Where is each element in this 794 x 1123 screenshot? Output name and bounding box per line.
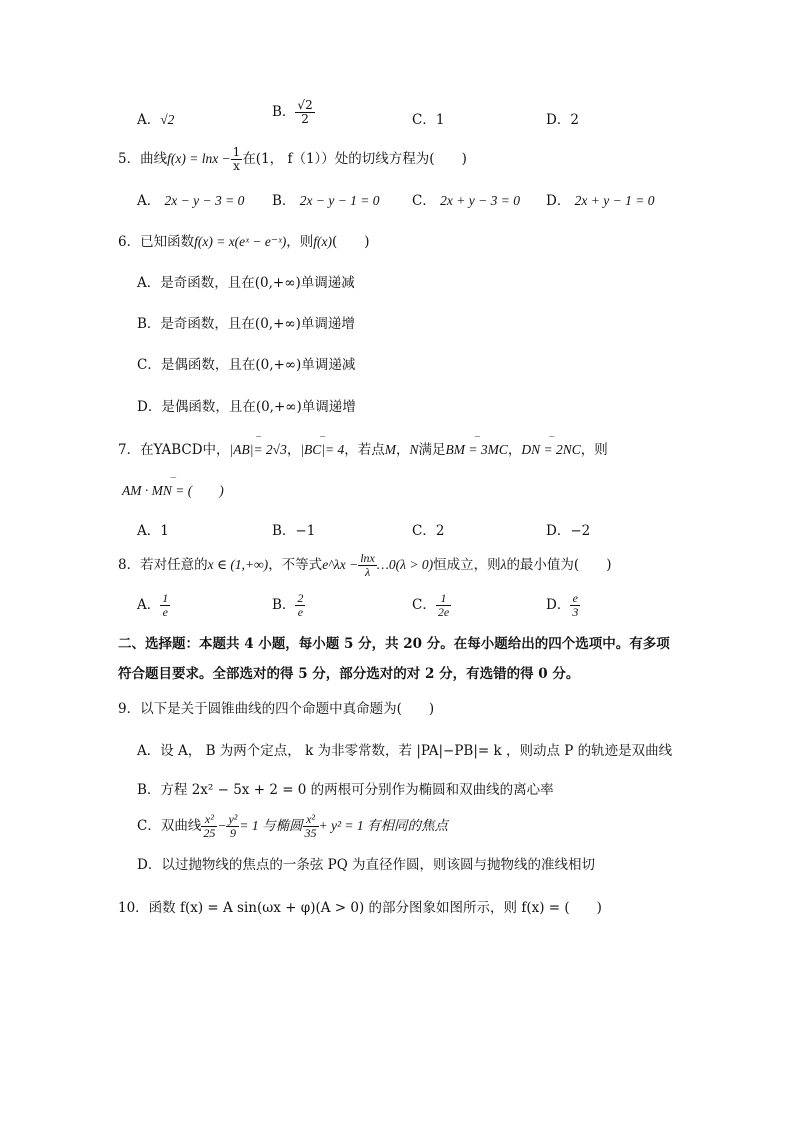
q7-stem-line2: ‾‾ AM · MN = ( ) — [122, 481, 224, 501]
q7-option-a: A．1 — [137, 523, 169, 539]
q10-stem: 10．函数 f(x) = A sin(ωx + φ)(A > 0) 的部分图象如图所示，则 f(x) = ( ) — [118, 900, 602, 916]
q6-option-b: B．是奇函数，且在(0,+∞)单调递增 — [137, 316, 355, 332]
q5-option-b: B． 2x − y − 1 = 0 — [272, 193, 380, 209]
q5-option-c: C． 2x + y − 3 = 0 — [412, 193, 520, 209]
q9-option-c: C．双曲线 $\frac{\text{x²}}{25}$ − $\frac{\text{y²}}{9}$ = 1 与椭圆 $\frac{\text{x²}}{35}$ + y² = 1 有相同的焦点 — [137, 812, 449, 840]
q9-option-b: B．方程 2x² − 5x + 2 = 0 的两根可分别作为椭圆和双曲线的离心率 — [137, 782, 554, 798]
q7-option-c: C．2 — [412, 523, 445, 539]
q7-option-b: B．−1 — [272, 523, 316, 539]
fraction: $\frac{√2}{2}$ — [297, 98, 313, 126]
q6-option-c: C．是偶函数，且在(0,+∞)单调递减 — [137, 357, 356, 373]
q4-option-d: D．2 — [546, 112, 579, 128]
q7-option-d: D．−2 — [546, 523, 591, 539]
q8-stem: 8．若对任意的x ∈ (1,+∞)，不等式e^λx − $\frac{\ln x}{\lambda}$ …0(λ > 0)恒成立，则λ的最小值为( ) — [118, 551, 612, 579]
q5-option-d: D． 2x + y − 1 = 0 — [546, 193, 655, 209]
q9-stem: 9．以下是关于圆锥曲线的四个命题中真命题为( ) — [118, 701, 435, 717]
q9-option-a: A．设 A， B 为两个定点， k 为非零常数，若 |PA|−PB|= k ，则动点 P 的轨迹是双曲线 — [137, 743, 673, 759]
section-heading-line1: 二、选择题：本题共 4 小题，每小题 5 分，共 20 分。在每小题给出的四个选项中。有多项 — [118, 636, 670, 652]
q8-option-d: D． $\frac{e}{3}$ — [546, 591, 579, 619]
q8-option-a: A． $\frac{1}{e}$ — [137, 591, 169, 619]
q8-option-c: C． $\frac{1}{2e}$ — [412, 591, 450, 619]
fraction: $\frac{\ln x}{\lambda}$ — [360, 551, 375, 579]
q6-option-a: A．是奇函数，且在(0,+∞)单调递减 — [137, 275, 355, 291]
q6-stem: 6．已知函数f(x) = x(eˣ − e⁻ˣ)，则f(x)( ) — [118, 234, 370, 250]
q8-option-b: B． $\frac{2}{e}$ — [272, 591, 304, 619]
q6-option-d: D．是偶函数，且在(0,+∞)单调递增 — [137, 399, 356, 415]
q7-stem: 7．在YABCD中，‾‾ |AB|= 2√3，‾‾ |BC|= 4，若点M，N满足‾‾ BM = 3MC，‾‾ DN = 2NC，则 — [118, 440, 608, 460]
q9-option-d: D．以过抛物线的焦点的一条弦 PQ 为直径作圆，则该圆与抛物线的准线相切 — [137, 857, 596, 873]
q4-option-c: C．1 — [412, 112, 445, 128]
section-heading-line2: 符合题目要求。全部选对的得 5 分，部分选对的对 2 分，有选错的得 0 分。 — [118, 666, 580, 682]
q5-stem: 5．曲线f(x) = lnx − $\frac{1}{x}$ 在(1， f（1））处的切线方程为( ) — [118, 145, 467, 173]
q4-option-a: A．√2 — [137, 112, 175, 128]
q4-option-b: B． $\frac{√2}{2}$ — [272, 98, 313, 126]
fraction: $\frac{1}{x}$ — [232, 145, 241, 173]
q5-option-a: A． 2x − y − 3 = 0 — [137, 193, 245, 209]
